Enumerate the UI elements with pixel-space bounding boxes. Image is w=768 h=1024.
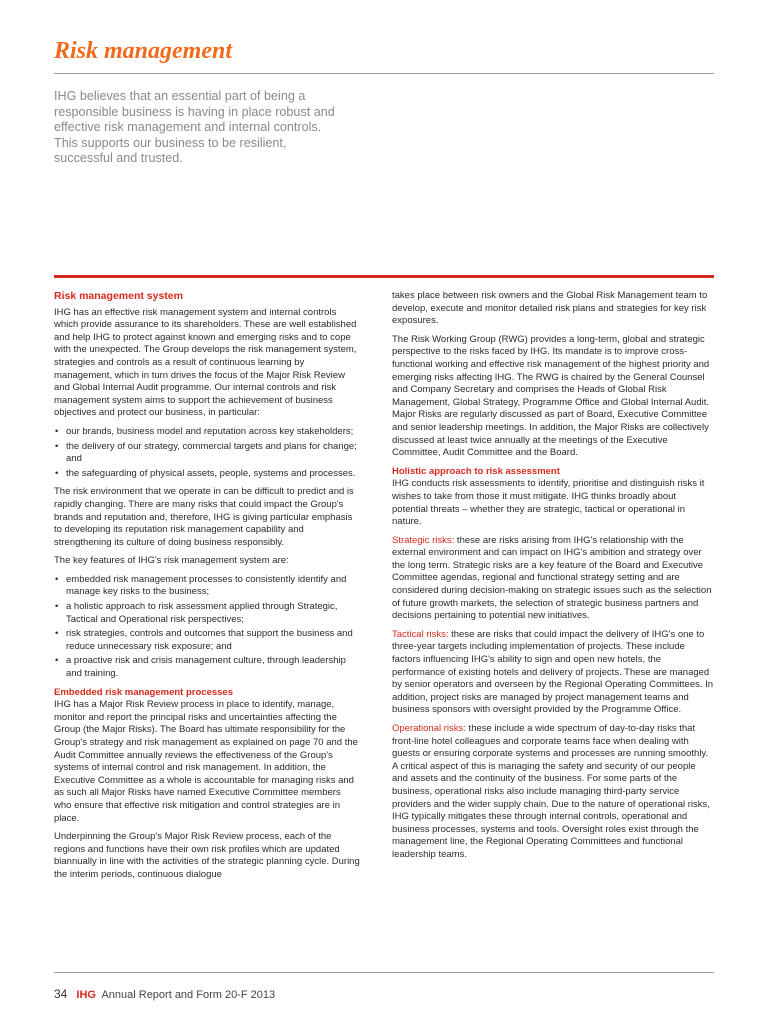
paragraph: takes place between risk owners and the Global Risk Management team to develop, execute and monitor detailed risk plans and strategies for key risk exposures. xyxy=(392,290,708,327)
list-item: • risk strategies, controls and outcomes that support the business and reduce unnecessary risk exposure; and xyxy=(54,628,360,653)
paragraph-operational-risks xyxy=(392,723,714,862)
report-title: Annual Report and Form 20-F 2013 xyxy=(101,989,276,1001)
tactical-risks-text: these are risks that could impact the delivery of IHG's one to three-year targets including implementation of projects. These include factors influencing IHG's ability to sign and open new hotels, the performance of existing hotels and delivery of projects. These are managed by senior operators and overseen by the Regional Operating Committees. In addition, project risks are managed by project management teams and business sponsors with oversight provided by the Programme Office. xyxy=(392,628,714,716)
list-item: • the delivery of our strategy, commercial targets and plans for change; and xyxy=(54,441,360,466)
lead-tactical-risks: Tactical risks: xyxy=(392,628,449,640)
page-title: Risk management xyxy=(54,38,233,64)
lead-operational-risks: Operational risks: xyxy=(392,723,466,734)
left-column xyxy=(54,290,360,888)
brand-logo-text: IHG xyxy=(76,989,96,1001)
paragraph: IHG has a Major Risk Review process in place to identify, manage, monitor and report the principal risks and uncertainties affecting the Group (the Major Risks). The Board has ultimate responsibility for the Group's strategy and risk management as explained on page 70 and the Audit Committee annually reviews the effectiveness of the Group's systems of internal control and risk management. In addition, the Executive Committee as a whole is accountable for managing risks and as such all Major Risks have named Executive Committee members who ensure that effective risk mitigation and control strategies are in place. xyxy=(54,699,358,824)
intro-text: IHG believes that an essential part of being a responsible business is having in place robust and effective risk management and internal controls. This supports our business to be resilient, successful and trusted. xyxy=(54,89,335,166)
paragraph: The risk environment that we operate in can be difficult to predict and is rapidly changing. There are many risks that could impact the Group's brands and reputation and, therefore, IHG is giving particular emphasis to developing its reputation risk management capability and strengthening its culture of doing business responsibly. xyxy=(54,486,354,548)
footer-divider xyxy=(54,972,714,973)
paragraph: IHG has an effective risk management system and internal controls which provide assurance to its shareholders. These are well established and help IHG to protect against known and emerging risks and to cope with the unexpected. The Group develops the risk management system, strategies and controls as a result of continuous learning by management, which in turn drives the focus of the Major Risk Review and Global Internal Audit programme. Our internal controls and risk management system aims to support the achievement of business objectives and protect our business, in particular: xyxy=(54,306,357,419)
list-item: • a holistic approach to risk assessment applied through Strategic, Tactical and Operational risk perspectives; xyxy=(54,601,360,626)
list-item: • a proactive risk and crisis management culture, through leadership and training. xyxy=(54,655,360,680)
bullet-list xyxy=(54,426,360,480)
list-item: • our brands, business model and reputation across key stakeholders; xyxy=(54,426,360,439)
section-heading-risk-management-system: Risk management system xyxy=(54,290,183,302)
strategic-risks-text: these are risks arising from IHG's relationship with the external environment and can impact on IHG's ambition and strategy over the long term. Strategic risks are a key feature of the Board and Executive Committee agendas, regional and functional strategy setting and are considered during decision-making on strategic issues such as the selection of future growth markets, the selection of strategic business partners and decisions pertaining to potential new initiatives. xyxy=(392,534,712,622)
lead-strategic-risks: Strategic risks: xyxy=(392,534,455,546)
paragraph-tactical-risks xyxy=(392,629,714,717)
paragraph: IHG conducts risk assessments to identify, prioritise and distinguish risks it wishes to take from those it must mitigate. IHG thinks broadly about potential threats – whether they are strategic, tactical or operational in nature. xyxy=(392,478,705,528)
title-divider xyxy=(54,73,714,74)
right-column xyxy=(392,290,714,868)
paragraph: The Risk Working Group (RWG) provides a long-term, global and strategic perspective to the risks faced by IHG. Its mandate is to improve cross-functional working and effective risk management of the highest priority and emerging risks affecting IHG. The RWG is chaired by the General Counsel and Company Secretary and comprises the Heads of Global Risk Management, Global Strategy, Programme Office and Global Internal Audit. Major Risks are regularly discussed as part of Board, Executive Committee and senior leadership meetings. In addition, the Major Risks are collectively discussed at least twice annually at the meetings of the Executive Committee, Audit Committee and the Board. xyxy=(392,333,710,459)
subheading-embedded-processes: Embedded risk management processes xyxy=(54,686,233,698)
page-footer xyxy=(54,987,275,1001)
paragraph: The key features of IHG's risk management system are: xyxy=(54,555,289,567)
page-number: 34 xyxy=(54,987,68,1001)
list-item: • the safeguarding of physical assets, people, systems and processes. xyxy=(54,468,360,481)
operational-risks-text: these include a wide spectrum of day-to-day risks that front-line hotel colleagues and corporate teams face when dealing with guests or ensuring corporate systems and processes are running smoothly. A critical aspect of this is managing the safety and security of our people and assets and the continuity of the business. For some parts of the business, operational risks also include managing third-party service providers and the wider supply chain. Due to the nature of operational risks, IHG typically mitigates these through internal controls, operational and business processes, systems and tools. Oversight roles exist through the management line, the Regional Operating Committees and functional leadership teams. xyxy=(392,723,710,860)
paragraph-strategic-risks xyxy=(392,535,714,623)
subheading-holistic-approach: Holistic approach to risk assessment xyxy=(392,465,560,477)
bullet-list xyxy=(54,574,360,681)
section-divider xyxy=(54,275,714,278)
list-item: • embedded risk management processes to consistently identify and manage key risks to the business; xyxy=(54,574,360,599)
paragraph: Underpinning the Group's Major Risk Review process, each of the regions and functions have their own risk profiles which are updated biannually in line with the activities of the strategic planning cycle. During the interim periods, continuous dialogue xyxy=(54,831,360,880)
